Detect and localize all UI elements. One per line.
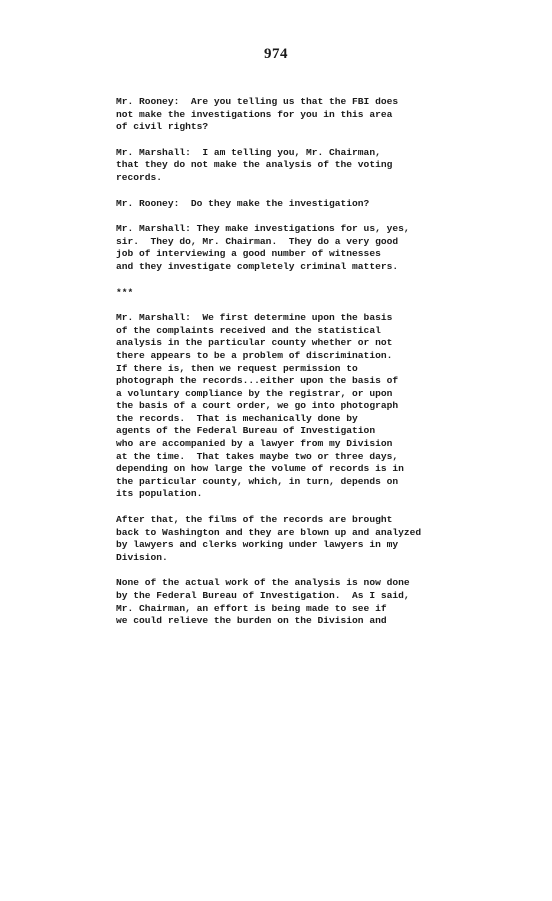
paragraph-analysis-not-fbi: None of the actual work of the analysis is now done by the Federal Bureau of Investigation. As I said, Mr. Chairman, an effort is being made to see if we could relieve the burden on the Division and [116, 577, 410, 627]
page-number: 974 [264, 46, 288, 62]
paragraph-films-washington: After that, the films of the records are brought back to Washington and they are blown up and analyzed by lawyers and clerks working under lawyers in my Division. [116, 514, 422, 563]
transcript-body [116, 96, 536, 641]
paragraph-rooney-question-investigation: Mr. Rooney: Do they make the investigation? [116, 197, 370, 209]
paragraph-rooney-question-fbi: Mr. Rooney: Are you telling us that the FBI does not make the investigations for you in this area of civil rights? [116, 96, 399, 133]
paragraph-marshall-answer-analysis: Mr. Marshall: I am telling you, Mr. Chairman, that they do not make the analysis of the voting records. [116, 146, 393, 183]
paragraph-marshall-answer-investigations: Mr. Marshall: They make investigations for us, yes, sir. They do, Mr. Chairman. They do a very good job of interviewing a good number of witnesses and they investigate completely criminal matters. [116, 223, 410, 272]
section-break: *** [116, 286, 134, 298]
paragraph-marshall-procedure: Mr. Marshall: We first determine upon the basis of the complaints received and the statistical analysis in the particular county whether or not there appears to be a problem of discrimination. If there is, then we request permission to photograph the records...either upon the basis of a voluntary compliance by the registrar, or upon the basis of a court order, we go into photograph the records. That is mechanically done by agents of the Federal Bureau of Investigation who are accompanied by a lawyer from my Division at the time. That takes maybe two or three days, depending on how large the volume of records is in the particular county, which, in turn, depends on its population. [116, 312, 404, 500]
